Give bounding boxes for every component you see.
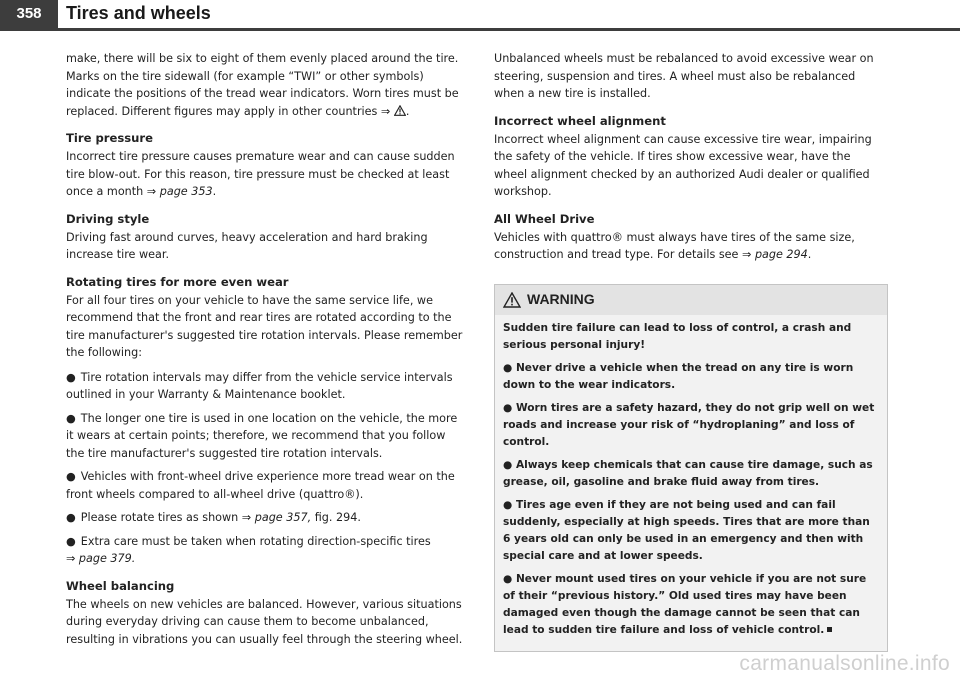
warning-header (495, 285, 887, 315)
end-of-section-mark (827, 627, 832, 632)
list-item: ● Tire rotation intervals may differ from the vehicle service intervals outlined in your Warranty & Maintenance booklet. (66, 370, 453, 401)
paragraph-rotating-tires: For all four tires on your vehicle to have the same service life, we recommend that the front and rear tires are rotated according to the tire manufacturer's suggested tire rotation intervals. Please remember the following: (66, 293, 463, 359)
bullet-dot: ● (66, 370, 76, 384)
paragraph-wheel-alignment: Incorrect wheel alignment can cause excessive tire wear, impairing the safety of the vehicle. If tires show excessive wear, have the wheel alignment checked by an authorized Audi dealer or qualified workshop. (494, 132, 872, 198)
bullet-dot: ● (503, 401, 516, 414)
list-item: ● Please rotate tires as shown ⇒ page 357, fig. 294. (66, 511, 361, 524)
paragraph-intro: make, there will be six to eight of them evenly placed around the tire. Marks on the tire sidewall (for example “TWI” or other symbols) indicate the positions of the tread wear indicators. Worn tires must be replaced. Different figures may apply in other countries ⇒ . (66, 52, 459, 118)
heading-wheel-balancing: Wheel balancing (66, 578, 175, 593)
left-column (66, 50, 464, 655)
warning-lead: Sudden tire failure can lead to loss of control, a crash and serious personal injury! (503, 321, 852, 351)
right-column (494, 50, 884, 652)
list-item: ● Always keep chemicals that can cause tire damage, such as grease, oil, gasoline and brake fluid away from tires. (503, 458, 873, 488)
paragraph-all-wheel-drive: Vehicles with quattro® must always have tires of the same size, construction and tread type. For details see ⇒ page 294. (494, 230, 855, 261)
list-item: ● Never mount used tires on your vehicle if you are not sure of their “previous history.” Old used tires may have been damaged even though the damage cannot be seen that can lead to sudden tire failure and loss of vehicle control. (503, 572, 867, 636)
heading-all-wheel-drive: All Wheel Drive (494, 211, 595, 226)
heading-driving-style: Driving style (66, 211, 150, 226)
heading-tire-pressure: Tire pressure (66, 131, 154, 145)
warning-body (495, 315, 887, 651)
paragraph-wheel-balancing: The wheels on new vehicles are balanced. However, various situations during everyday driving can cause them to become unbalanced, resulting in vibrations you can usually feel through the steering wheel. (66, 597, 463, 646)
page-reference[interactable]: page 357, (254, 511, 312, 524)
list-item: ● Worn tires are a safety hazard, they do not grip well on wet roads and increase your risk of “hydroplaning” and loss of control. (503, 401, 875, 448)
warning-title: WARNING (527, 290, 595, 307)
paragraph-unbalanced: Unbalanced wheels must be rebalanced to avoid excessive wear on steering, suspension and tires. A wheel must also be rebalanced when a new tire is installed. (494, 52, 874, 100)
bullet-dot: ● (503, 572, 516, 585)
page-reference[interactable]: ⇒ page 379. (66, 552, 136, 565)
page-reference[interactable]: page 353 (159, 185, 213, 198)
paragraph-tire-pressure: Incorrect tire pressure causes premature wear and can cause sudden tire blow-out. For this reason, tire pressure must be checked at least once a month ⇒ page 353. (66, 150, 455, 198)
bullet-dot: ● (66, 470, 76, 483)
header-rule (0, 28, 960, 31)
list-item: ● Vehicles with front-wheel drive experience more tread wear on the front wheels compared to all-wheel drive (quattro®). (66, 470, 455, 501)
list-item: ● Never drive a vehicle when the tread on any tire is worn down to the wear indicators. (503, 361, 854, 391)
page-number: 358 (0, 0, 58, 28)
watermark: carmanualsonline.info (739, 652, 950, 675)
page-reference[interactable]: page 294 (754, 248, 808, 261)
heading-wheel-alignment: Incorrect wheel alignment (494, 113, 666, 128)
list-item: ● Tires age even if they are not being used and can fail suddenly, especially at high speeds. Tires that are more than 6 years old can only be used in an emergency and then with special care and at lower speeds. (503, 498, 870, 562)
paragraph-driving-style: Driving fast around curves, heavy acceleration and hard braking increase tire wear. (66, 230, 428, 261)
list-item: ● Extra care must be taken when rotating direction-specific tires ⇒ page 379. (66, 534, 431, 565)
bullet-dot: ● (503, 361, 516, 374)
bullet-dot: ● (66, 511, 76, 524)
warning-box (494, 284, 888, 652)
section-title: Tires and wheels (66, 3, 211, 23)
warning-triangle-icon (503, 292, 521, 308)
bullet-dot: ● (66, 534, 76, 548)
list-item: ● The longer one tire is used in one location on the vehicle, the more it wears at certain points; therefore, we recommend that you follow the tire manufacturer's suggested tire rotation intervals. (66, 411, 458, 460)
bullet-dot: ● (503, 498, 516, 511)
bullet-dot: ● (503, 458, 516, 471)
bullet-dot: ● (66, 411, 76, 425)
heading-rotating-tires: Rotating tires for more even wear (66, 274, 289, 289)
warning-triangle-icon (394, 105, 406, 116)
